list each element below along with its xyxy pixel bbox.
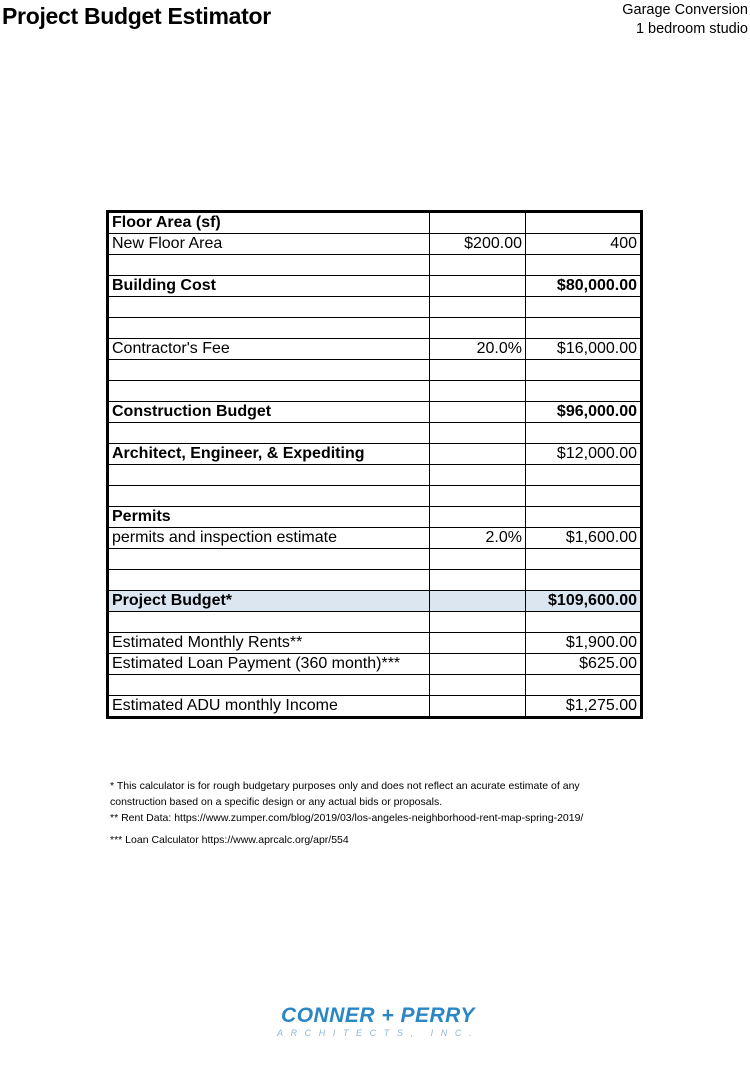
budget-table <box>106 210 643 719</box>
table-row <box>108 423 642 444</box>
row-amount <box>526 465 642 486</box>
row-rate <box>430 696 526 718</box>
row-rate: 20.0% <box>430 339 526 360</box>
row-amount <box>526 507 642 528</box>
row-rate <box>430 570 526 591</box>
logo-subtitle: ARCHITECTS, INC. <box>276 1028 480 1038</box>
row-amount <box>526 486 642 507</box>
row-amount <box>526 255 642 276</box>
row-rate <box>430 591 526 612</box>
row-label <box>108 675 430 696</box>
table-row <box>108 528 642 549</box>
table-row <box>108 570 642 591</box>
row-amount <box>526 570 642 591</box>
row-amount <box>526 360 642 381</box>
row-amount: $12,000.00 <box>526 444 642 465</box>
table-row <box>108 486 642 507</box>
footnotes <box>110 778 670 848</box>
row-amount <box>526 549 642 570</box>
row-rate <box>430 633 526 654</box>
row-label: Permits <box>108 507 430 528</box>
project-description <box>622 1 748 39</box>
table-row <box>108 465 642 486</box>
row-amount: $1,275.00 <box>526 696 642 718</box>
table-row <box>108 402 642 423</box>
row-amount <box>526 423 642 444</box>
row-label: Estimated Loan Payment (360 month)*** <box>108 654 430 675</box>
project-type: Garage Conversion <box>622 2 748 18</box>
table-row <box>108 212 642 234</box>
table-row <box>108 444 642 465</box>
row-label: New Floor Area <box>108 234 430 255</box>
table-row <box>108 591 642 612</box>
row-amount <box>526 675 642 696</box>
row-amount: $96,000.00 <box>526 402 642 423</box>
row-amount: 400 <box>526 234 642 255</box>
table-row <box>108 234 642 255</box>
row-label <box>108 486 430 507</box>
row-rate <box>430 654 526 675</box>
table-row <box>108 612 642 633</box>
row-amount: $80,000.00 <box>526 276 642 297</box>
row-label: permits and inspection estimate <box>108 528 430 549</box>
table-row <box>108 297 642 318</box>
table-row <box>108 255 642 276</box>
row-amount: $1,900.00 <box>526 633 642 654</box>
row-label: Architect, Engineer, & Expediting <box>108 444 430 465</box>
row-rate <box>430 675 526 696</box>
row-rate: $200.00 <box>430 234 526 255</box>
table-row <box>108 276 642 297</box>
row-amount: $625.00 <box>526 654 642 675</box>
row-label: Construction Budget <box>108 402 430 423</box>
row-label <box>108 360 430 381</box>
row-rate <box>430 612 526 633</box>
table-row <box>108 633 642 654</box>
table-row <box>108 360 642 381</box>
row-rate <box>430 444 526 465</box>
row-label <box>108 465 430 486</box>
row-amount: $109,600.00 <box>526 591 642 612</box>
disclaimer-line-1: * This calculator is for rough budgetary purposes only and does not reflect an acurate estimate of any <box>110 780 580 792</box>
table-row <box>108 339 642 360</box>
row-rate: 2.0% <box>430 528 526 549</box>
row-rate <box>430 360 526 381</box>
row-label: Project Budget* <box>108 591 430 612</box>
budget-table-body <box>108 212 642 718</box>
row-rate <box>430 255 526 276</box>
row-label: Estimated ADU monthly Income <box>108 696 430 718</box>
row-amount <box>526 297 642 318</box>
row-label <box>108 423 430 444</box>
row-rate <box>430 507 526 528</box>
row-rate <box>430 212 526 234</box>
table-row <box>108 675 642 696</box>
disclaimer-line-2: construction based on a specific design or any actual bids or proposals. <box>110 796 443 808</box>
row-amount <box>526 318 642 339</box>
row-label <box>108 255 430 276</box>
row-label: Building Cost <box>108 276 430 297</box>
row-rate <box>430 402 526 423</box>
row-label <box>108 381 430 402</box>
row-label <box>108 318 430 339</box>
loan-calculator-note: *** Loan Calculator https://www.aprcalc.org/apr/554 <box>110 834 349 846</box>
row-label <box>108 549 430 570</box>
row-label: Contractor's Fee <box>108 339 430 360</box>
table-row <box>108 549 642 570</box>
project-unit: 1 bedroom studio <box>635 21 748 37</box>
row-label: Floor Area (sf) <box>108 212 430 234</box>
row-rate <box>430 465 526 486</box>
row-rate <box>430 423 526 444</box>
table-row <box>108 318 642 339</box>
table-row <box>108 654 642 675</box>
row-amount <box>526 212 642 234</box>
row-amount <box>526 381 642 402</box>
table-row <box>108 696 642 718</box>
row-rate <box>430 486 526 507</box>
row-label: Estimated Monthly Rents** <box>108 633 430 654</box>
company-logo <box>270 1005 486 1039</box>
row-rate <box>430 381 526 402</box>
row-amount: $16,000.00 <box>526 339 642 360</box>
row-amount: $1,600.00 <box>526 528 642 549</box>
row-rate <box>430 276 526 297</box>
row-rate <box>430 549 526 570</box>
logo-name: CONNER + PERRY <box>281 1004 475 1027</box>
row-amount <box>526 612 642 633</box>
row-rate <box>430 297 526 318</box>
row-label <box>108 570 430 591</box>
table-row <box>108 381 642 402</box>
row-label <box>108 612 430 633</box>
page-title: Project Budget Estimator <box>2 3 271 29</box>
table-row <box>108 507 642 528</box>
row-label <box>108 297 430 318</box>
row-rate <box>430 318 526 339</box>
rent-data-note: ** Rent Data: https://www.zumper.com/blog/2019/03/los-angeles-neighborhood-rent-map-spring-2019/ <box>110 812 584 824</box>
